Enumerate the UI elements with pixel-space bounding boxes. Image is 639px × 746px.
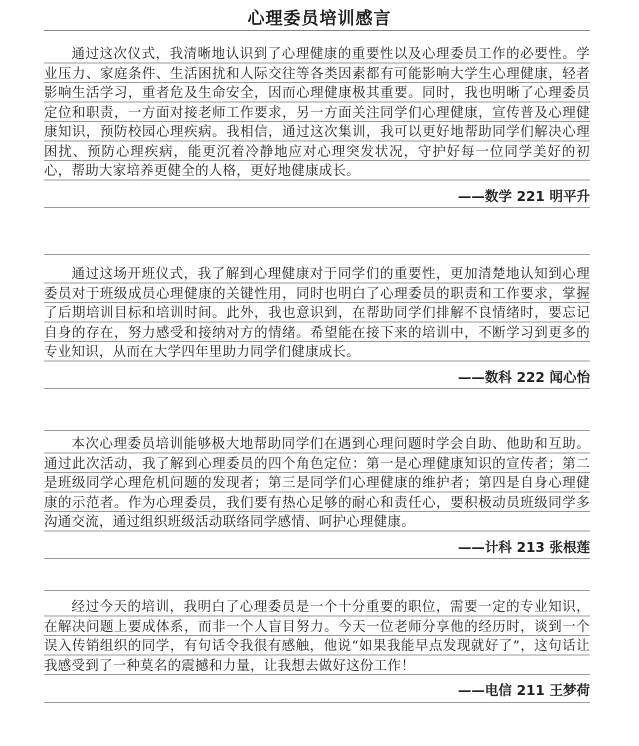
entry-3-signature: ——计科 213 张根莲 (44, 539, 590, 560)
entry-1-text: 通过这次仪式，我清晰地认识到了心理健康的重要性以及心理委员工作的必要性。学业压力、家庭条件、生活困扰和人际交往等各类因素都有可能影响大学生心理健康，轻者影响生活学习，重者危及生命安全，因而心理健康极其重要。同时，我也明晰了心理委员定位和职责，一方面对接老师工作要求，另一方面关注同学们心理健康，宣传普及心理健康知识，预防校园心理疾病。我相信，通过这次集训，我可以更好地帮助同学们解决心理困扰、预防心理疾病，能更沉着冷静地应对心理突发状况，守护好每一位同学美好的初心，帮助大家培养更健全的人格，更好地健康成长。 (44, 44, 590, 182)
separator-line (44, 590, 590, 591)
entry-1 (44, 44, 590, 208)
entry-1-signature: ——数学 221 明平升 (44, 188, 590, 209)
separator-line (44, 254, 590, 255)
page-title: 心理委员培训感言 (247, 9, 392, 29)
entry-2 (44, 264, 590, 389)
entry-4-text: 经过今天的培训，我明白了心理委员是一个十分重要的职位，需要一定的专业知识，在解决问题上要成体系，而非一个人盲目努力。今天一位老师分享他的经历时，谈到一个误入传销组织的同学，有句话令我很有感触，他说“如果我能早点发现就好了”，这句话让我感受到了一种莫名的震撼和力量，让我想去做好这份工作！ (44, 597, 590, 676)
entry-3-text: 本次心理委员培训能够极大地帮助同学们在遇到心理问题时学会自助、他助和互助。通过此次活动，我了解到心理委员的四个角色定位：第一是心理健康知识的宣传者；第二是班级同学心理危机问题的发现者；第三是同学们心理健康的维护者；第四是自身心理健康的示范者。作为心理委员，我们要有热心足够的耐心和责任心，要积极动员班级同学多沟通交流，通过组织班级活动联络同学感情、呵护心理健康。 (44, 434, 590, 533)
title-divider (44, 30, 590, 31)
separator-line (44, 430, 590, 431)
entry-3 (44, 434, 590, 559)
entry-2-text: 通过这场开班仪式，我了解到心理健康对于同学们的重要性，更加清楚地认知到心理委员对于班级成员心理健康的关键性用，同时也明白了心理委员的职责和工作要求，掌握了后期培训目标和培训时间。此外，我也意识到，在帮助同学们排解不良情绪时，要忘记自身的存在，努力感受和接纳对方的情绪。希望能在接下来的培训中，不断学习到更多的专业知识，从而在大学四年里助力同学们健康成长。 (44, 264, 590, 363)
entry-4-signature: ——电信 211 王梦荷 (44, 682, 590, 703)
entry-2-signature: ——数科 222 闻心怡 (44, 369, 590, 390)
entry-4 (44, 597, 590, 703)
